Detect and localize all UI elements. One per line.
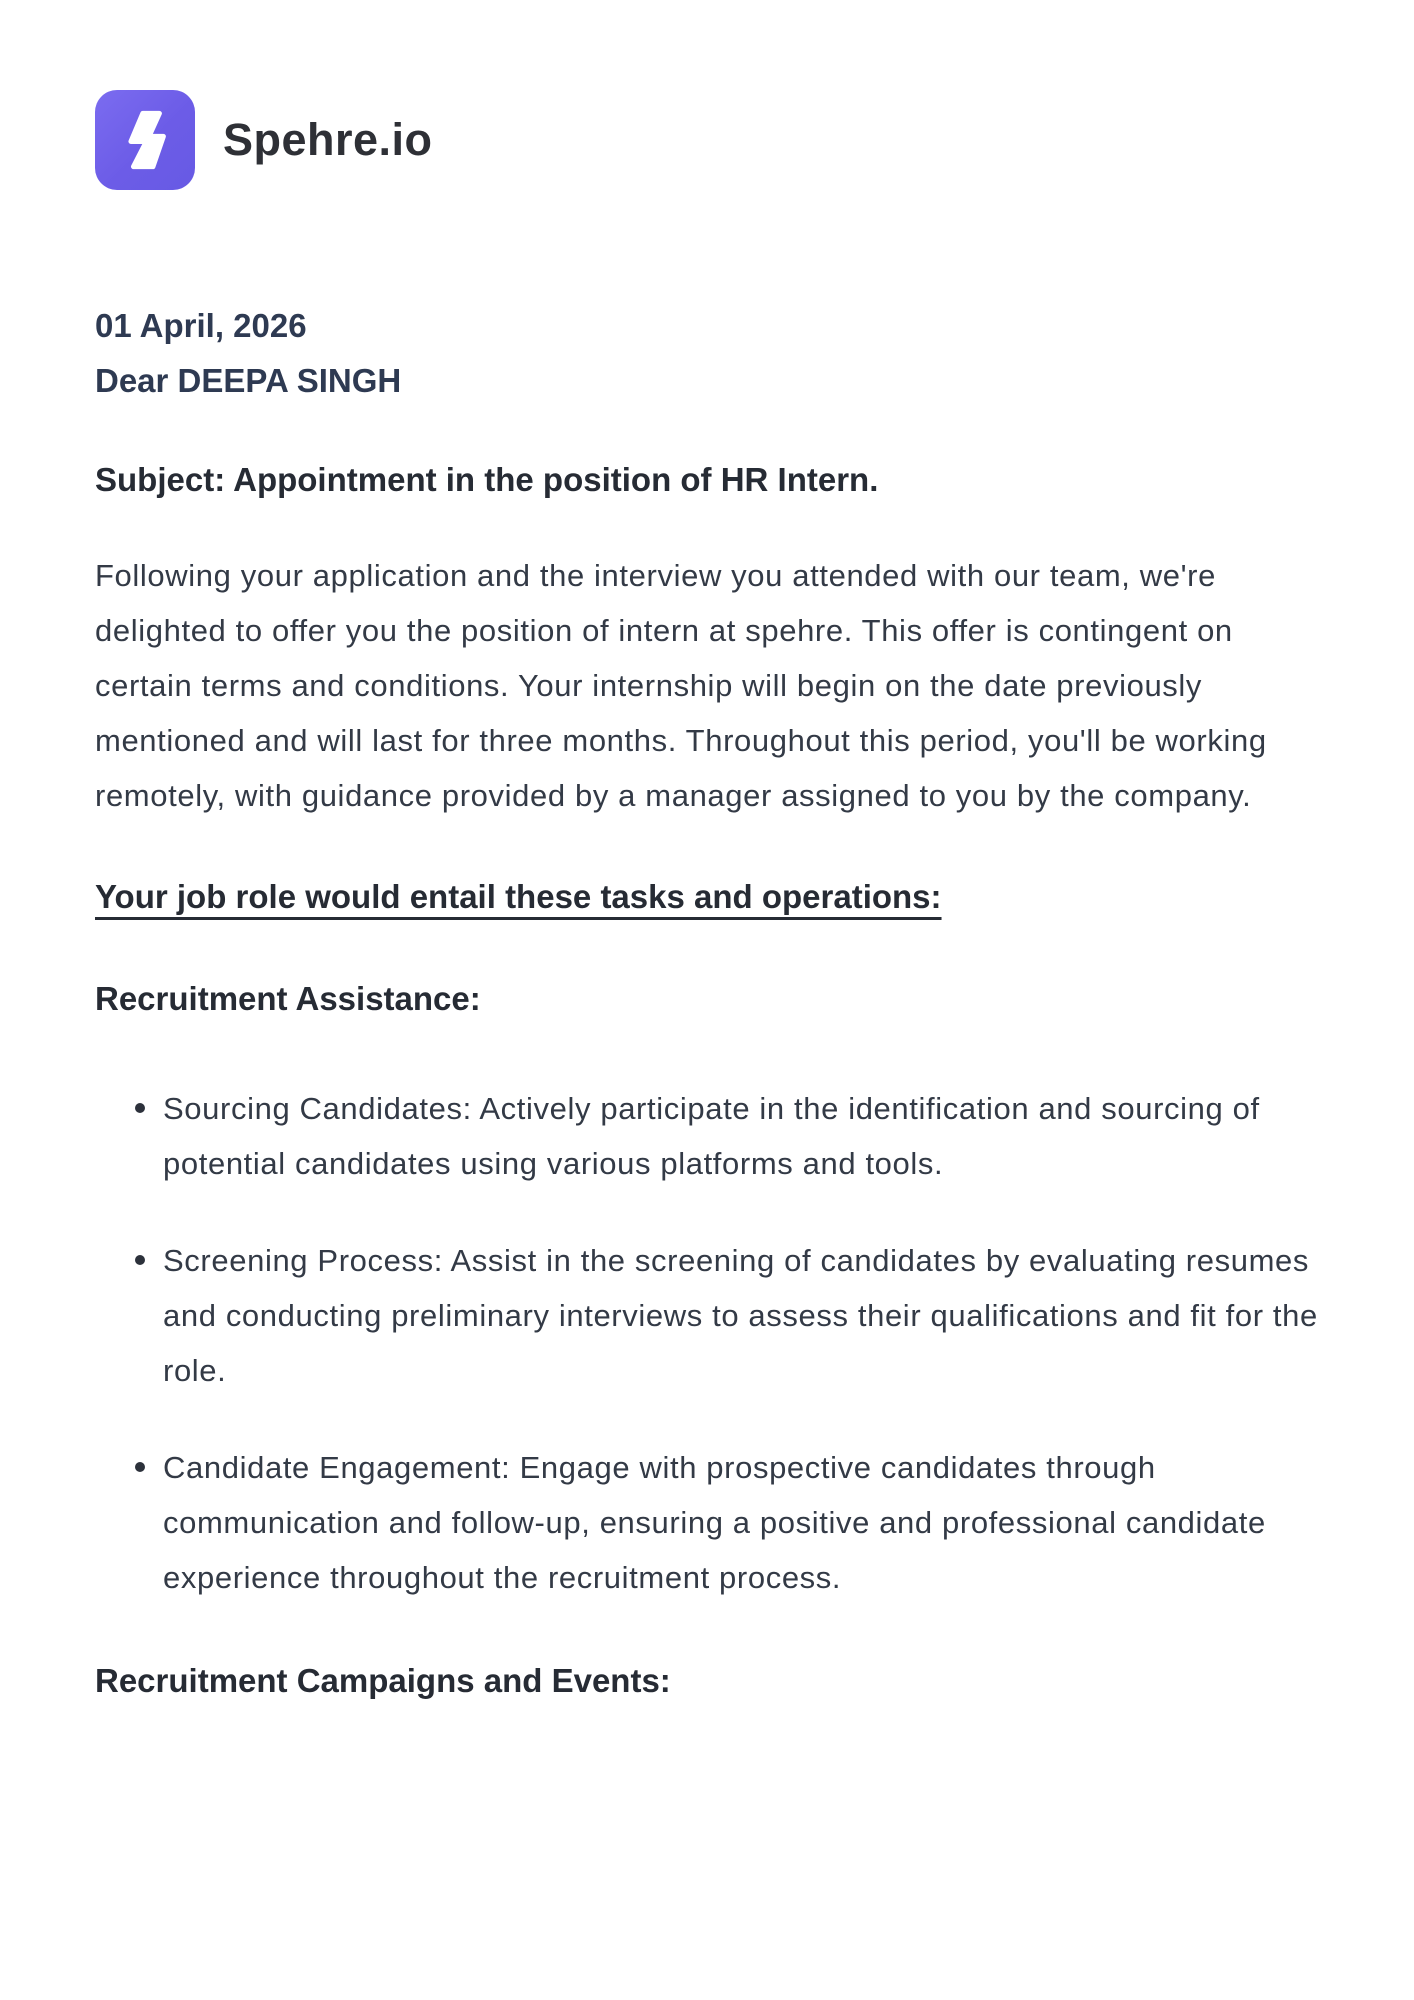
list-item	[163, 1081, 1330, 1191]
bullet-icon	[135, 1462, 145, 1472]
section-title-recruitment-campaigns: Recruitment Campaigns and Events:	[95, 1662, 671, 1699]
spehre-logo-icon	[95, 90, 195, 190]
list-item	[163, 1440, 1330, 1605]
list-item-text: Screening Process: Assist in the screening of candidates by evaluating resumes and conducting preliminary interviews to assess their qualifications and fit for the role.	[163, 1243, 1318, 1388]
letter-date: 01 April, 2026	[95, 307, 307, 344]
letter-header	[95, 298, 1330, 408]
tasks-heading: Your job role would entail these tasks and operations:	[95, 878, 942, 915]
brand-name: Spehre.io	[223, 114, 433, 165]
list-item-text: Sourcing Candidates: Actively participate in the identification and sourcing of potential candidates using various platforms and tools.	[163, 1091, 1260, 1181]
letter-subject: Subject: Appointment in the position of HR Intern.	[95, 461, 879, 498]
list-item-text: Candidate Engagement: Engage with prospective candidates through communication and follow-up, ensuring a positive and professional candidate experience throughout the recruitment process.	[163, 1450, 1266, 1595]
letter-intro-paragraph: Following your application and the interview you attended with our team, we're delighted to offer you the position of intern at spehre. This offer is contingent on certain terms and conditions. Your internship will begin on the date previously mentioned and will last for three months. Throughout this period, you'll be working remotely, with guidance provided by a manager assigned to you by the company.	[95, 558, 1267, 813]
brand-header	[95, 0, 1330, 190]
bullet-icon	[135, 1103, 145, 1113]
recruitment-assistance-list	[95, 1081, 1330, 1605]
section-title-recruitment-assistance: Recruitment Assistance:	[95, 980, 481, 1017]
letter-salutation: Dear DEEPA SINGH	[95, 362, 402, 399]
list-item	[163, 1233, 1330, 1398]
bullet-icon	[135, 1255, 145, 1265]
